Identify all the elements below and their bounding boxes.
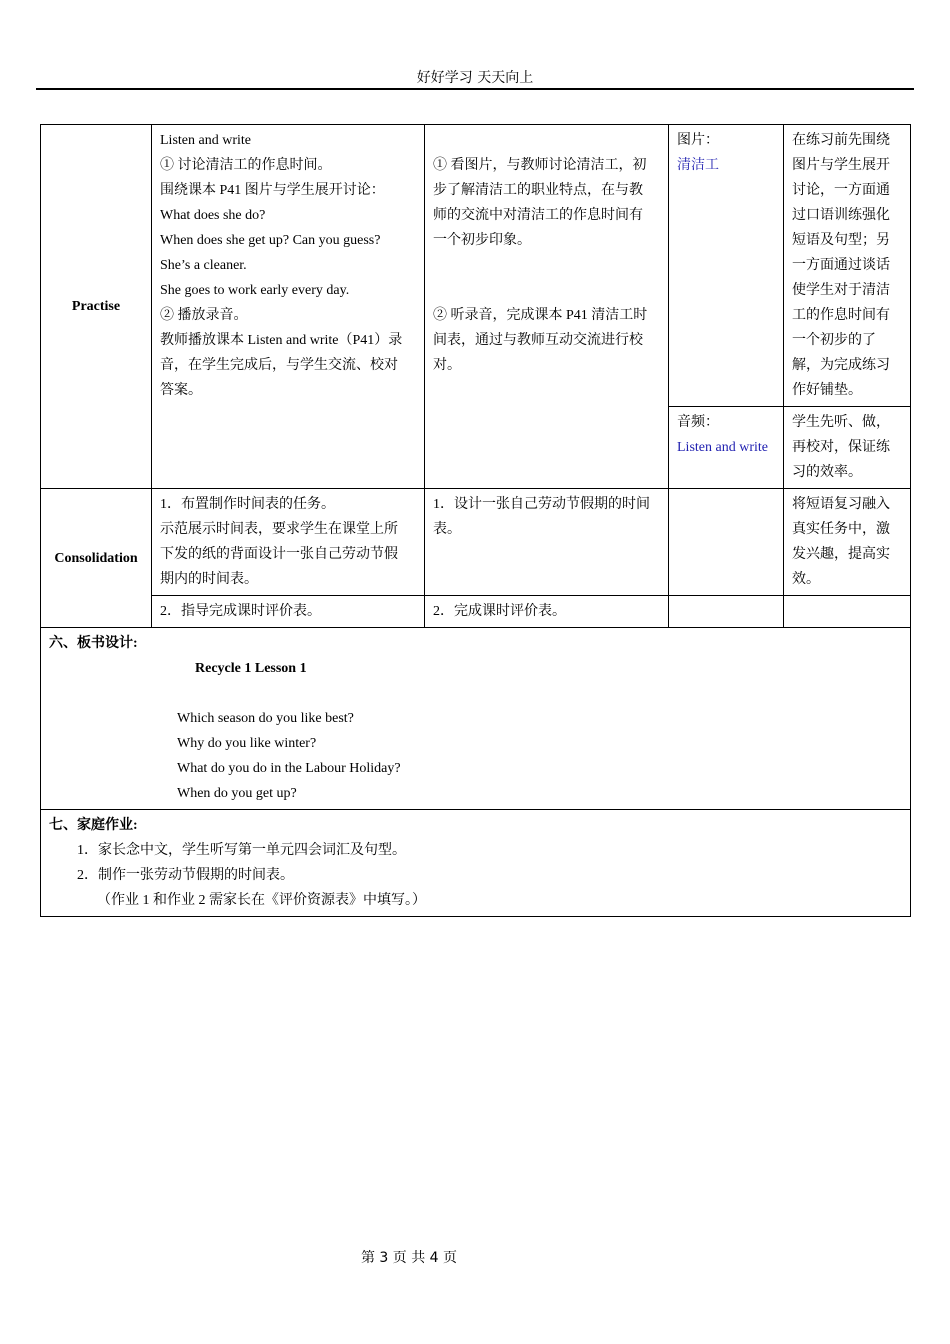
homework-row bbox=[41, 810, 911, 917]
consolidation-resource-2 bbox=[669, 596, 784, 628]
homework-section bbox=[41, 810, 911, 917]
stage-consolidation: Consolidation bbox=[41, 489, 152, 628]
purpose-line: 工的作息时间有 bbox=[792, 308, 890, 323]
practise-purpose-2 bbox=[784, 407, 911, 489]
homework-note: （作业 1 和作业 2 需家长在《评价资源表》中填写。） bbox=[97, 893, 426, 908]
purpose-line: 习的效率。 bbox=[792, 465, 862, 480]
consolidation-purpose bbox=[784, 489, 911, 596]
purpose-line: 使学生对于清洁 bbox=[792, 283, 890, 298]
practise-teacher-line: 围绕课本 P41 图片与学生展开讨论： bbox=[160, 183, 385, 198]
consolidation-row bbox=[41, 489, 911, 596]
practise-teacher-line: When does she get up? Can you guess? bbox=[160, 233, 381, 248]
purpose-line: 一个初步的了 bbox=[792, 333, 876, 348]
purpose-line: 将短语复习融入 bbox=[792, 497, 890, 512]
practise-student-line: ① 看图片，与教师讨论清洁工，初 bbox=[433, 158, 647, 173]
practise-student-activity bbox=[425, 125, 669, 489]
board-design-section bbox=[41, 628, 911, 810]
purpose-line: 解，为完成练习 bbox=[792, 358, 890, 373]
board-design-title: Recycle 1 Lesson 1 bbox=[195, 661, 307, 676]
purpose-line: 发兴趣，提高实 bbox=[792, 547, 890, 562]
practise-teacher-line: 答案。 bbox=[160, 383, 202, 398]
purpose-line: 短语及句型；另 bbox=[792, 233, 890, 248]
consolidation-student-line: 2．完成课时评价表。 bbox=[433, 604, 566, 619]
page-number: 第 3 页 共 4 页 bbox=[360, 1250, 458, 1266]
consolidation-student-line: 1．设计一张自己劳动节假期的时间 bbox=[433, 497, 650, 512]
stage-practise: Practise bbox=[41, 125, 152, 489]
consolidation-student-activity bbox=[425, 489, 669, 596]
practise-teacher-activity bbox=[152, 125, 425, 489]
consolidation-student-activity-2 bbox=[425, 596, 669, 628]
consolidation-row-evaluation bbox=[41, 596, 911, 628]
board-design-line: Which season do you like best? bbox=[177, 711, 354, 726]
resource-audio-link[interactable]: Listen and write bbox=[677, 440, 768, 455]
purpose-line: 过口语训练强化 bbox=[792, 208, 890, 223]
board-design-line: When do you get up? bbox=[177, 786, 297, 801]
header-title: 好好学习 天天向上 bbox=[416, 70, 534, 86]
page-header bbox=[36, 68, 914, 90]
lesson-plan-table bbox=[40, 124, 911, 917]
practise-resource-audio bbox=[669, 407, 784, 489]
purpose-line: 一方面通过谈话 bbox=[792, 258, 890, 273]
practise-teacher-line: 音，在学生完成后，与学生交流、校对 bbox=[160, 358, 398, 373]
resource-picture-link[interactable]: 清洁工 bbox=[677, 158, 719, 173]
consolidation-teacher-line: 期内的时间表。 bbox=[160, 572, 258, 587]
board-design-row bbox=[41, 628, 911, 810]
consolidation-student-line: 表。 bbox=[433, 522, 461, 537]
consolidation-resource bbox=[669, 489, 784, 596]
consolidation-teacher-line: 下发的纸的背面设计一张自己劳动节假 bbox=[160, 547, 398, 562]
resource-picture-label: 图片： bbox=[677, 133, 719, 148]
purpose-line: 图片与学生展开 bbox=[792, 158, 890, 173]
practise-teacher-line: What does she do? bbox=[160, 208, 266, 223]
consolidation-purpose-2 bbox=[784, 596, 911, 628]
consolidation-teacher-activity bbox=[152, 489, 425, 596]
purpose-line: 学生先听、做， bbox=[792, 415, 890, 430]
practise-student-line: ② 听录音，完成课本 P41 清洁工时 bbox=[433, 308, 648, 323]
board-design-line: Why do you like winter? bbox=[177, 736, 317, 751]
practise-teacher-line: She goes to work early every day. bbox=[160, 283, 350, 298]
purpose-line: 真实任务中，激 bbox=[792, 522, 890, 537]
practise-student-line: 师的交流中对清洁工的作息时间有 bbox=[433, 208, 643, 223]
practise-resource-picture bbox=[669, 125, 784, 407]
homework-item: 1．家长念中文，学生听写第一单元四会词汇及句型。 bbox=[77, 843, 406, 858]
consolidation-teacher-activity-2 bbox=[152, 596, 425, 628]
purpose-line: 再校对，保证练 bbox=[792, 440, 890, 455]
purpose-line: 作好铺垫。 bbox=[792, 383, 862, 398]
practise-row bbox=[41, 125, 911, 407]
consolidation-teacher-line: 2．指导完成课时评价表。 bbox=[160, 604, 321, 619]
practise-student-line: 一个初步印象。 bbox=[433, 233, 531, 248]
page-footer bbox=[0, 1248, 818, 1268]
practise-student-line: 间表，通过与教师互动交流进行校 bbox=[433, 333, 643, 348]
board-design-line: What do you do in the Labour Holiday? bbox=[177, 761, 401, 776]
practise-teacher-line: ② 播放录音。 bbox=[160, 308, 248, 323]
consolidation-teacher-line: 示范展示时间表，要求学生在课堂上所 bbox=[160, 522, 398, 537]
homework-item: 2．制作一张劳动节假期的时间表。 bbox=[77, 868, 294, 883]
purpose-line: 在练习前先围绕 bbox=[792, 133, 890, 148]
practise-purpose-1 bbox=[784, 125, 911, 407]
purpose-line: 讨论，一方面通 bbox=[792, 183, 890, 198]
practise-student-line: 步了解清洁工的职业特点，在与教 bbox=[433, 183, 643, 198]
board-design-heading: 六、板书设计: bbox=[49, 636, 138, 651]
practise-teacher-line: ① 讨论清洁工的作息时间。 bbox=[160, 158, 332, 173]
consolidation-teacher-line: 1．布置制作时间表的任务。 bbox=[160, 497, 335, 512]
purpose-line: 效。 bbox=[792, 572, 820, 587]
practise-teacher-line: She’s a cleaner. bbox=[160, 258, 247, 273]
practise-student-line: 对。 bbox=[433, 358, 461, 373]
homework-heading: 七、家庭作业: bbox=[49, 818, 138, 833]
practise-teacher-line: Listen and write bbox=[160, 133, 251, 148]
practise-teacher-line: 教师播放课本 Listen and write（P41）录 bbox=[160, 333, 403, 348]
resource-audio-label: 音频： bbox=[677, 415, 719, 430]
